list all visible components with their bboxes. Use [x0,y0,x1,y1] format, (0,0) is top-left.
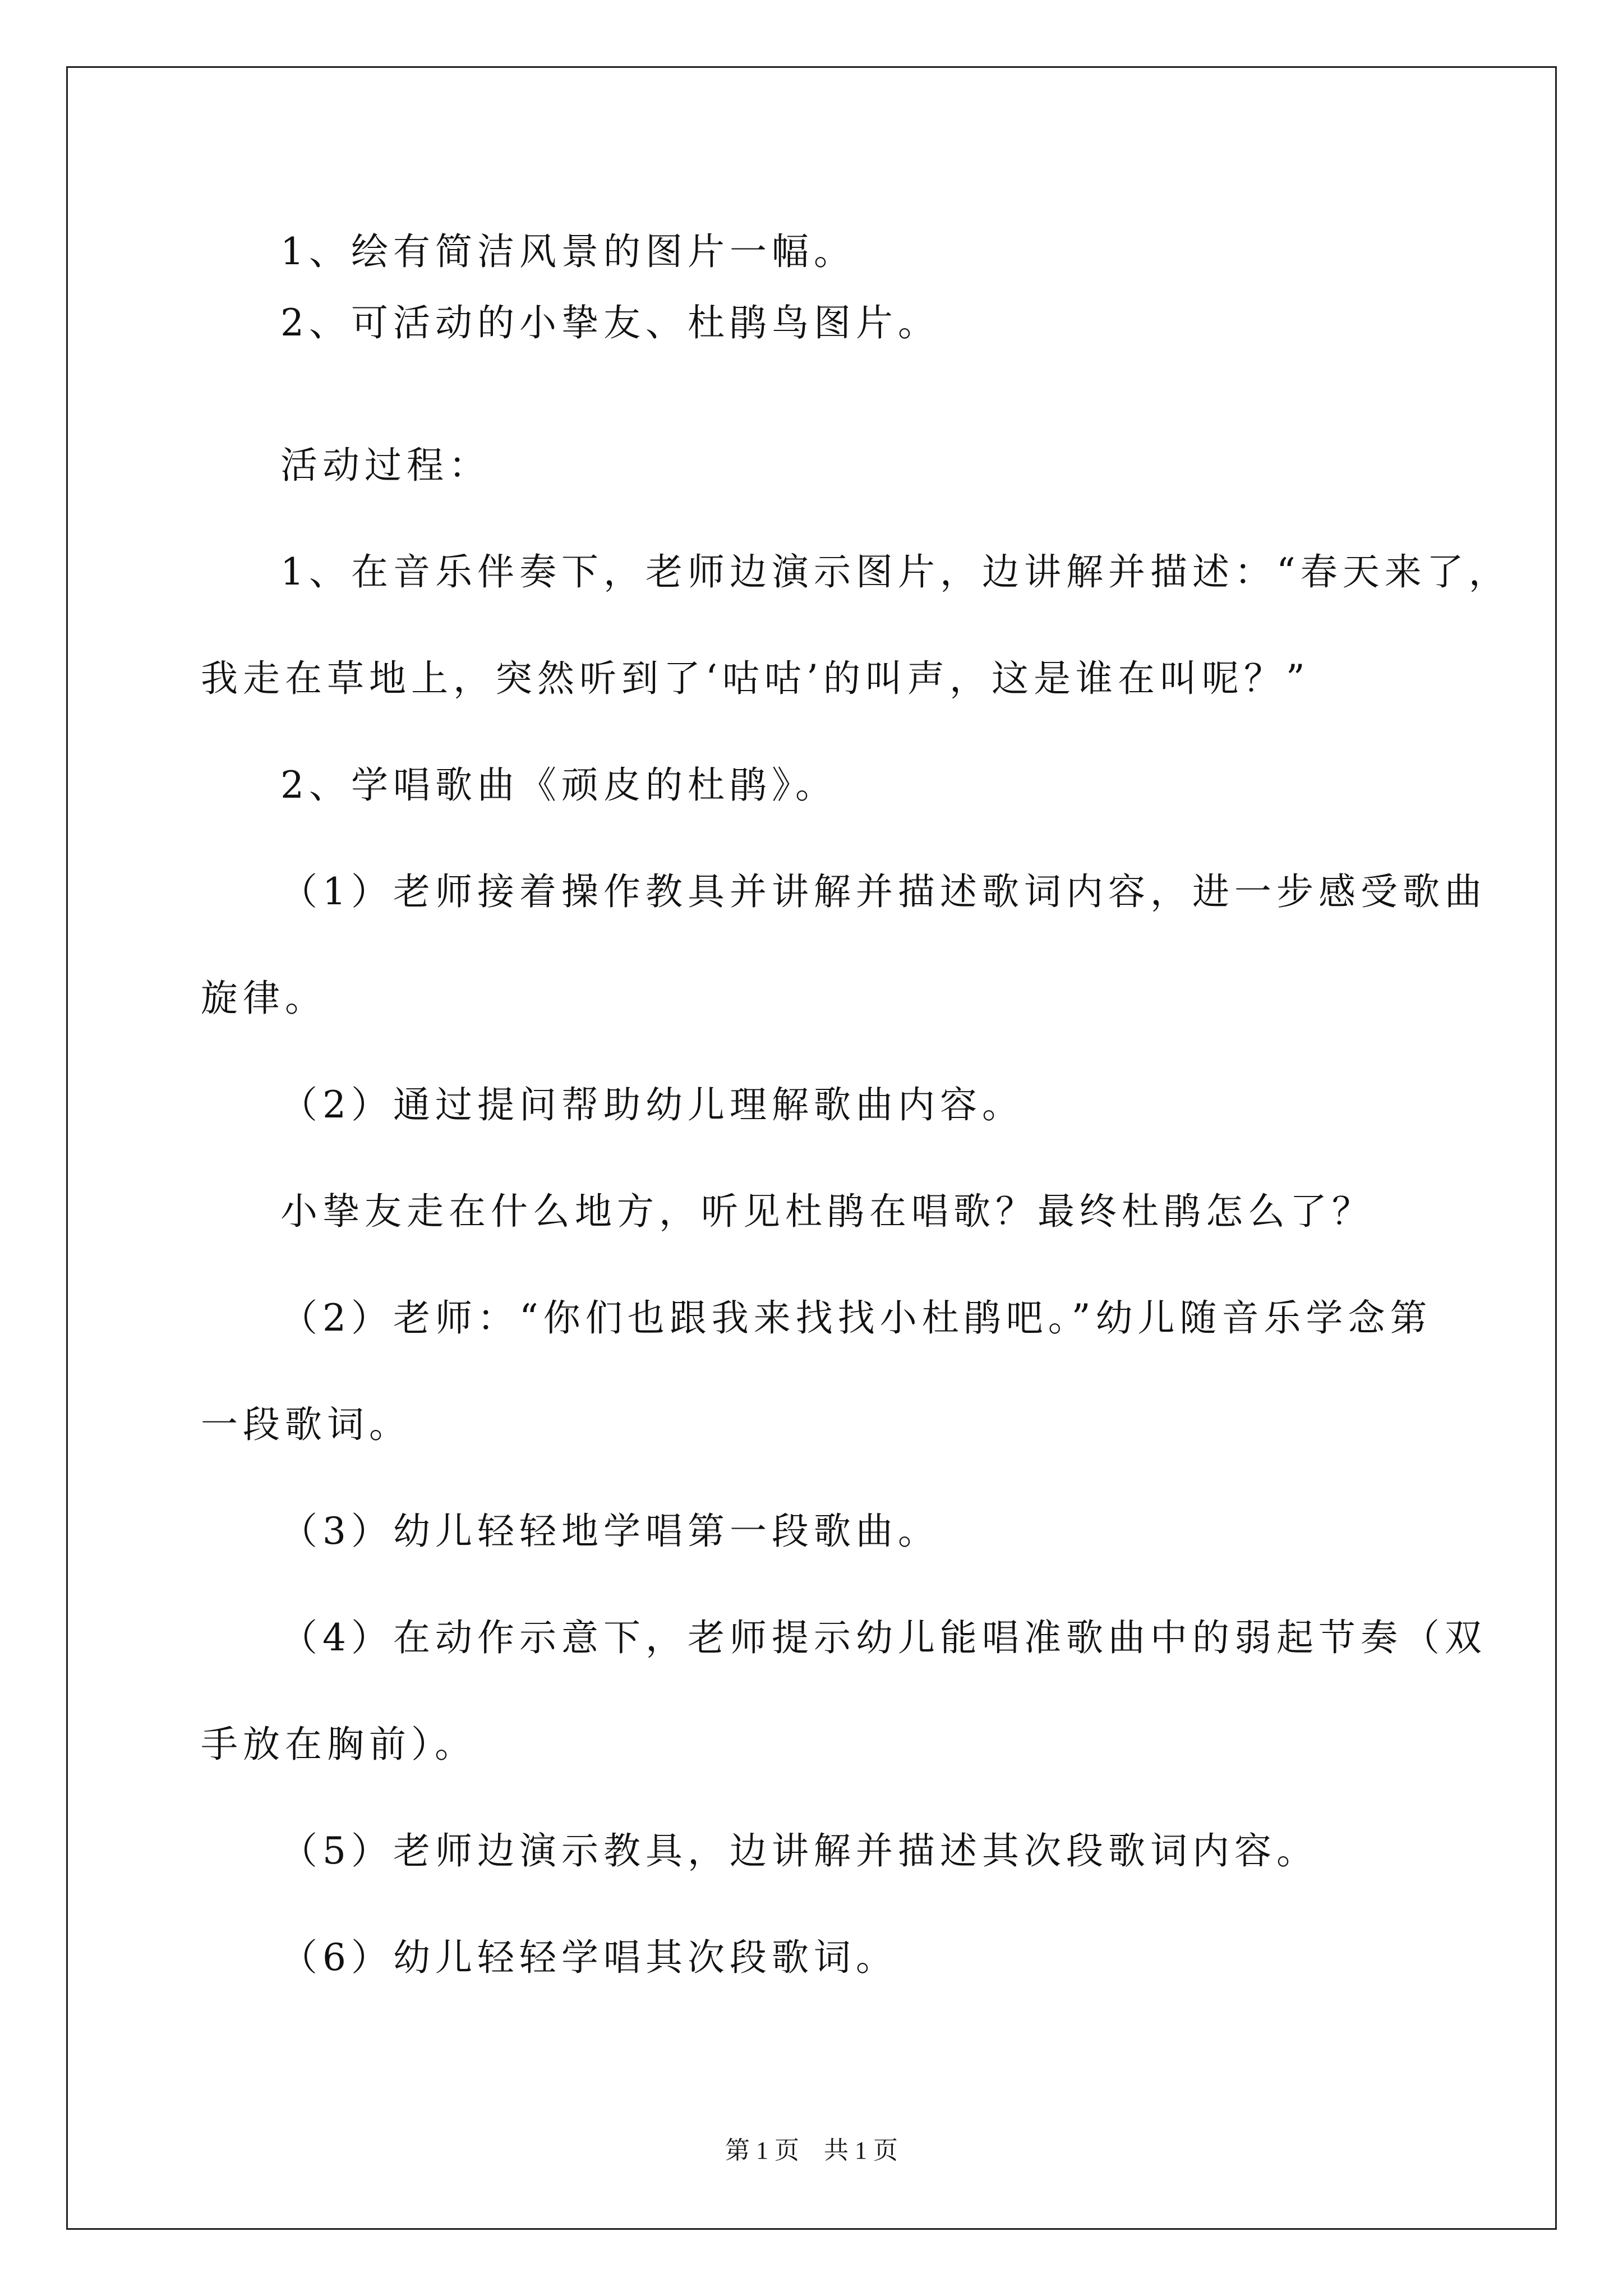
page-border [66,66,1557,2230]
page-footer: 第 1 页 共 1 页 [725,2137,898,2164]
paragraph-line: （1）老师接着操作教具并讲解并描述歌词内容，进一步感受歌曲 [280,870,1487,913]
paragraph-line: （6）幼儿轻轻学唱其次段歌词。 [280,1936,898,1979]
paragraph-line: （4）在动作示意下，老师提示幼儿能唱准歌曲中的弱起节奏（双 [280,1616,1487,1659]
paragraph-line: 活动过程： [280,444,491,487]
paragraph-line: 一段歌词。 [201,1403,411,1446]
paragraph-line: （2）通过提问帮助幼儿理解歌曲内容。 [280,1083,1024,1126]
paragraph-line: 2、学唱歌曲《顽皮的杜鹃》。 [280,763,837,807]
paragraph-line: （5）老师边演示教具，边讲解并描述其次段歌词内容。 [280,1829,1318,1872]
paragraph-line: 我走在草地上，突然听到了‘咕咕’的叫声，这是谁在叫呢？” [201,657,1310,700]
paragraph-line: 旋律。 [201,977,327,1020]
paragraph-line: 1、绘有简洁风景的图片一幅。 [280,230,856,273]
paragraph-line: 1、在音乐伴奏下，老师边演示图片，边讲解并描述：“春天来了， [280,550,1511,593]
paragraph-line: （3）幼儿轻轻地学唱第一段歌曲。 [280,1510,940,1553]
paragraph-line: （2）老师：“你们也跟我来找找小杜鹃吧。”幼儿随音乐学念第 [280,1296,1432,1340]
paragraph-line: 手放在胸前）。 [201,1723,477,1766]
paragraph-line: 2、可活动的小挚友、杜鹃鸟图片。 [280,301,940,344]
paragraph-line: 小挚友走在什么地方，听见杜鹃在唱歌？最终杜鹃怎么了？ [280,1190,1374,1233]
